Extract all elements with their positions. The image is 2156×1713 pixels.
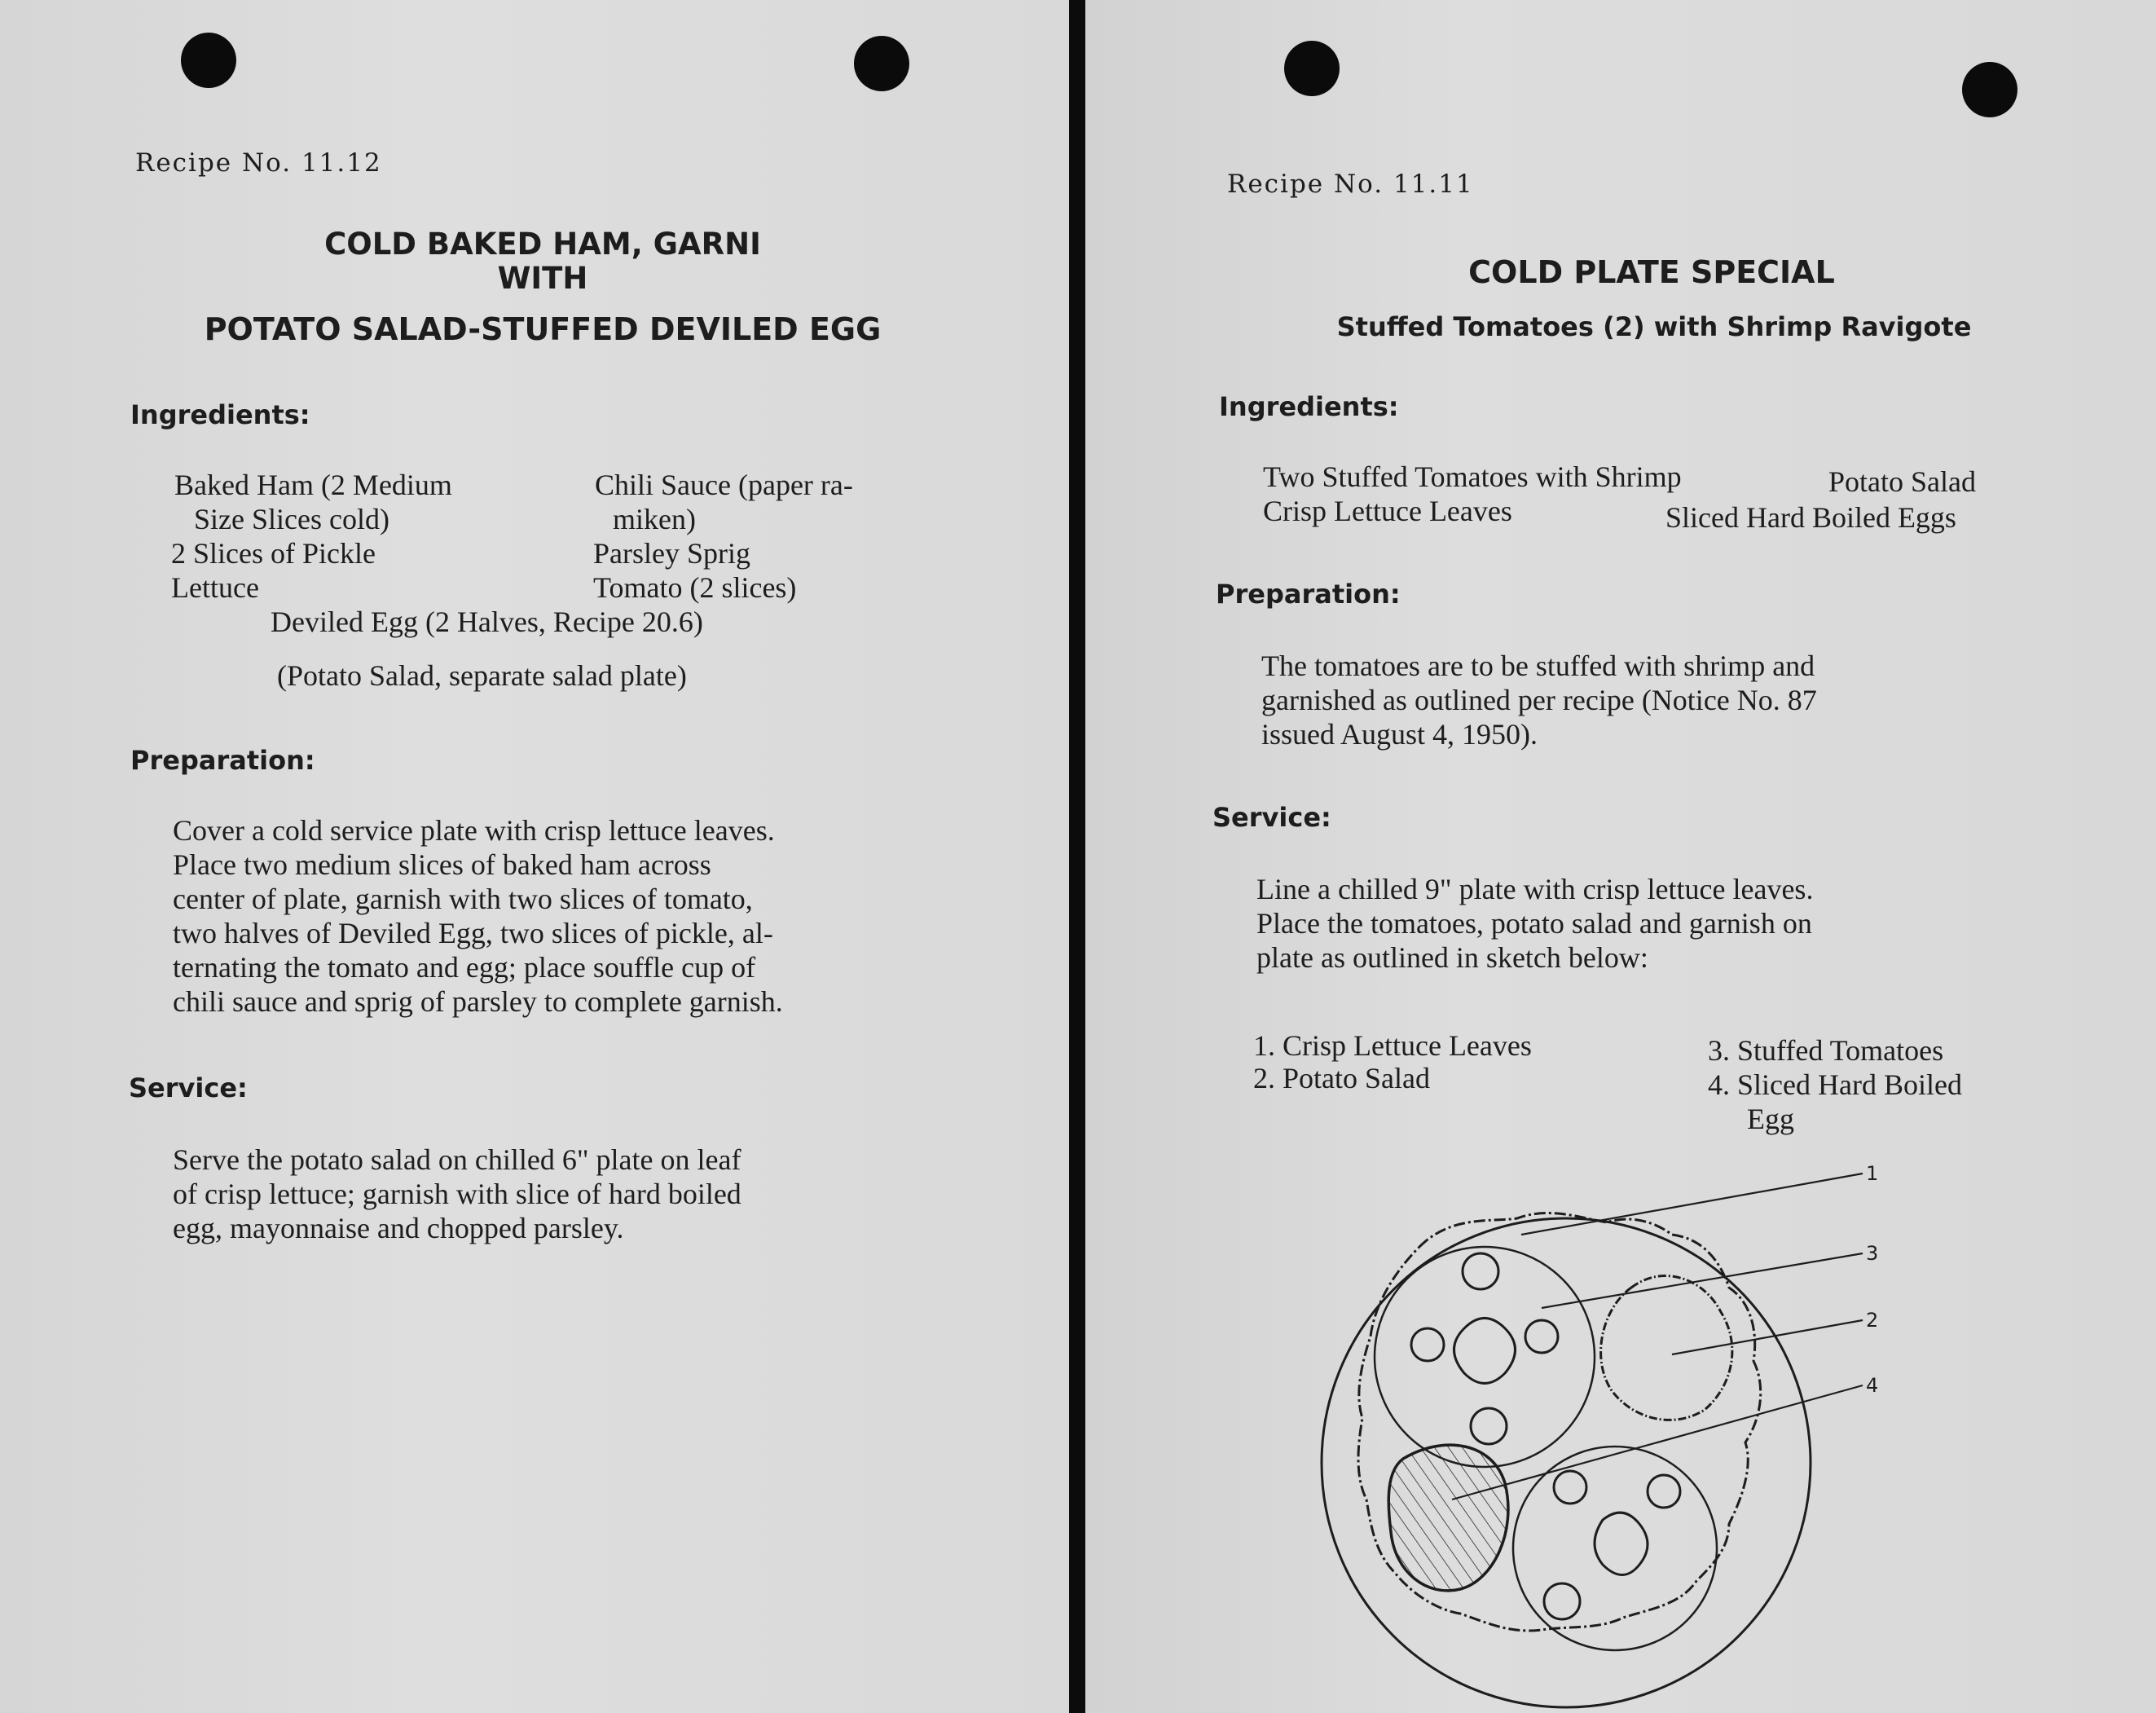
preparation-line: two halves of Deviled Egg, two slices of pickle, al- <box>173 917 773 949</box>
recipe-number: Recipe No. 11.11 <box>1227 170 1474 199</box>
egg-slice-shape <box>1463 1253 1498 1289</box>
shrimp-filling-shape <box>1454 1319 1516 1384</box>
service-text <box>1256 872 2047 975</box>
punch-hole-right <box>1962 62 2017 117</box>
preparation-line: center of plate, garnish with two slices of tomato, <box>173 883 753 915</box>
preparation-heading: Preparation: <box>130 745 315 776</box>
diagram-label: 3 <box>1866 1242 1879 1265</box>
ingredient-line: Lettuce <box>171 571 259 604</box>
service-line: Serve the potato salad on chilled 6" plate on leaf <box>173 1143 741 1176</box>
stuffed-tomato-shape <box>1513 1447 1717 1650</box>
ingredient-line: Baked Ham (2 Medium <box>174 469 452 501</box>
leader-line-3 <box>1542 1253 1863 1308</box>
punch-hole-right <box>854 36 909 91</box>
punch-hole-left <box>181 33 236 88</box>
recipe-title: COLD PLATE SPECIAL <box>1468 254 1835 290</box>
leader-line-4 <box>1452 1385 1863 1499</box>
egg-slice-shape <box>1411 1328 1444 1361</box>
ingredient-line: Sliced Hard Boiled Eggs <box>1665 501 1956 534</box>
recipe-title-line3: POTATO SALAD-STUFFED DEVILED EGG <box>204 311 882 347</box>
service-line: plate as outlined in sketch below: <box>1256 941 1648 974</box>
egg-slice-shape <box>1471 1408 1507 1444</box>
egg-slice-shape <box>1525 1320 1558 1353</box>
punch-hole-left <box>1284 41 1340 96</box>
egg-slice-shape <box>1648 1475 1680 1508</box>
stuffed-tomato-shape <box>1375 1247 1595 1467</box>
recipe-title-line1: COLD BAKED HAM, GARNI <box>324 227 761 262</box>
ingredient-line: Chili Sauce (paper ra- <box>595 469 853 501</box>
service-line: Place the tomatoes, potato salad and garnish on <box>1256 907 1812 940</box>
diagram-label: 2 <box>1866 1309 1879 1332</box>
recipe-subtitle: Stuffed Tomatoes (2) with Shrimp Ravigote <box>1336 311 1972 342</box>
preparation-line: garnished as outlined per recipe (Notice No. 87 <box>1261 684 1817 716</box>
egg-slice-shape <box>1554 1471 1586 1504</box>
ingredient-line: Two Stuffed Tomatoes with Shrimp <box>1263 460 1682 493</box>
service-line: of crisp lettuce; garnish with slice of hard boiled <box>173 1178 741 1210</box>
legend-item: 1. Crisp Lettuce Leaves <box>1253 1029 1532 1062</box>
legend-item: 2. Potato Salad <box>1253 1062 1430 1094</box>
ingredients-heading: Ingredients: <box>130 399 310 430</box>
preparation-line: Cover a cold service plate with crisp lettuce leaves. <box>173 814 775 847</box>
recipe-number: Recipe No. 11.12 <box>135 148 382 178</box>
preparation-line: Place two medium slices of baked ham across <box>173 848 711 881</box>
service-heading: Service: <box>1212 802 1331 833</box>
diagram-label: 1 <box>1866 1162 1879 1185</box>
egg-slice-shape <box>1544 1583 1580 1619</box>
legend-item: Egg <box>1747 1103 1794 1135</box>
service-line: egg, mayonnaise and chopped parsley. <box>173 1212 624 1244</box>
ingredient-line: 2 Slices of Pickle <box>171 537 376 570</box>
preparation-line: issued August 4, 1950). <box>1261 718 1538 751</box>
recipe-title-line2: WITH <box>497 261 588 296</box>
service-text <box>173 1143 948 1245</box>
diagram-label: 4 <box>1866 1374 1879 1397</box>
recipe-card-11-12 <box>0 0 1069 1713</box>
ingredient-line: Potato Salad <box>1828 465 1976 498</box>
preparation-heading: Preparation: <box>1216 579 1401 610</box>
ingredient-line: Parsley Sprig <box>593 537 750 570</box>
shrimp-filling-shape <box>1595 1513 1648 1574</box>
ingredient-line: Size Slices cold) <box>194 503 389 535</box>
preparation-line: chili sauce and sprig of parsley to complete garnish. <box>173 985 783 1018</box>
ingredients-note: (Potato Salad, separate salad plate) <box>277 659 687 692</box>
ingredients-heading: Ingredients: <box>1219 391 1399 422</box>
legend-item: 4. Sliced Hard Boiled <box>1708 1068 1962 1101</box>
ingredient-line: Crisp Lettuce Leaves <box>1263 495 1512 527</box>
plate-sketch <box>1289 1141 2156 1711</box>
legend-item: 3. Stuffed Tomatoes <box>1708 1034 1944 1067</box>
recipe-card-11-11 <box>1085 0 2156 1713</box>
preparation-line: The tomatoes are to be stuffed with shrimp and <box>1261 650 1815 682</box>
leader-line-1 <box>1521 1174 1863 1235</box>
service-line: Line a chilled 9" plate with crisp lettuce leaves. <box>1256 873 1814 905</box>
preparation-text <box>173 813 958 1019</box>
ingredient-line: miken) <box>613 503 696 535</box>
ingredient-line: Deviled Egg (2 Halves, Recipe 20.6) <box>271 605 703 638</box>
preparation-line: ternating the tomato and egg; place souffle cup of <box>173 951 756 984</box>
service-heading: Service: <box>129 1072 248 1103</box>
sliced-egg-shape <box>1388 1445 1508 1591</box>
preparation-text <box>1261 649 2048 751</box>
ingredient-line: Tomato (2 slices) <box>593 571 797 604</box>
